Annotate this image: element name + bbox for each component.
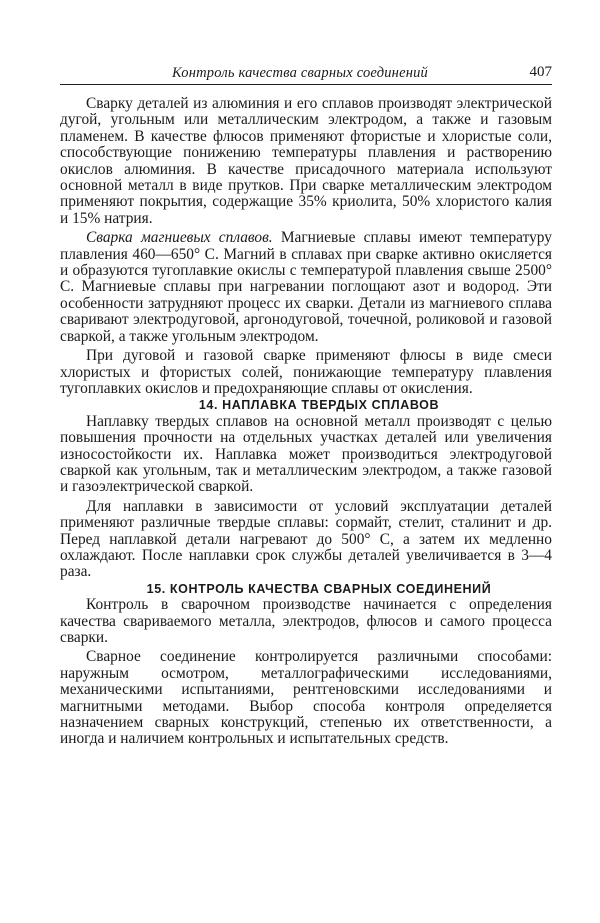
paragraph-quality-control: Контроль в сварочном производстве начинается с определения качества свариваемого металла, электродов, флюсов и самого процесса сварки.: [60, 596, 552, 646]
paragraph-body: Магниевые сплавы имеют температуру плавления 460—650° С. Магний в сплавах при сварке активно окисляется и образуются тугоплавкие окислы с температурой плавления свыше 2500° С. Магниевые сплавы при нагревании поглощают азот и водород. Эти особенности затрудняют процесс их сварки. Детали из магниевого сплава сваривают электродуговой, аргонодуговой, точечной, роликовой и газовой сваркой, а также угольным электродом.: [60, 229, 552, 345]
running-header: [60, 62, 552, 85]
section-heading-14: 14. НАПЛАВКА ТВЕРДЫХ СПЛАВОВ: [198, 398, 440, 413]
paragraph-hard-alloys: Для наплавки в зависимости от условий эксплуатации деталей применяют различные твердые сплавы: сормайт, стелит, сталинит и др. Перед наплавкой детали нагревают до 500° С, а затем их медленно охлаждают. После наплавки срок службы деталей увеличивается в 3—4 раза.: [60, 497, 552, 581]
running-title: Контроль качества сварных соединений: [172, 65, 429, 81]
page-number: 407: [529, 64, 552, 80]
paragraph-magnesium-welding: [60, 230, 552, 345]
paragraph-lead-italic: Сварка магниевых сплавов.: [86, 229, 273, 247]
section-heading-15: 15. КОНТРОЛЬ КАЧЕСТВА СВАРНЫХ СОЕДИНЕНИЙ: [146, 581, 492, 596]
paragraph-control-methods: Сварное соединение контролируется различными способами: наружным осмотром, металлографическими исследованиями, механическими испытаниями, рентгеновскими исследованиями и магнитными методами. Выбор способа контроля определяется назначением сварных конструкций, степенью их ответственности, а иногда и наличием контрольных и испытательных средств.: [60, 648, 552, 748]
paragraph-hard-facing: Наплавку твердых сплавов на основной металл производят с целью повышения прочности на отдельных участках деталей или увеличения износостойкости их. Наплавка может производиться электродуговой сваркой как угольным, так и металлическим электродом, а также газовой и газоэлектрической сваркой.: [60, 412, 552, 496]
body-text: [60, 96, 552, 748]
paragraph-aluminium-welding: Сварку деталей из алюминия и его сплавов производят электрической дугой, угольным или металлическим электродом, а также и газовым пламенем. В качестве флюсов применяют фтористые и хлористые соли, способствующие понижению температуры плавления и растворению окислов алюминия. В качестве присадочного материала используют основной металл в виде прутков. При сварке металлическим электродом применяют покрытия, содержащие 35% криолита, 50% хлористого калия и 15% натрия.: [60, 95, 552, 227]
paragraph-fluxes: При дуговой и газовой сварке применяют флюсы в виде смеси хлористых и фтористых солей, понижающие температуру плавления тугоплавких окислов и предохраняющие сплавы от окисления.: [60, 347, 552, 397]
